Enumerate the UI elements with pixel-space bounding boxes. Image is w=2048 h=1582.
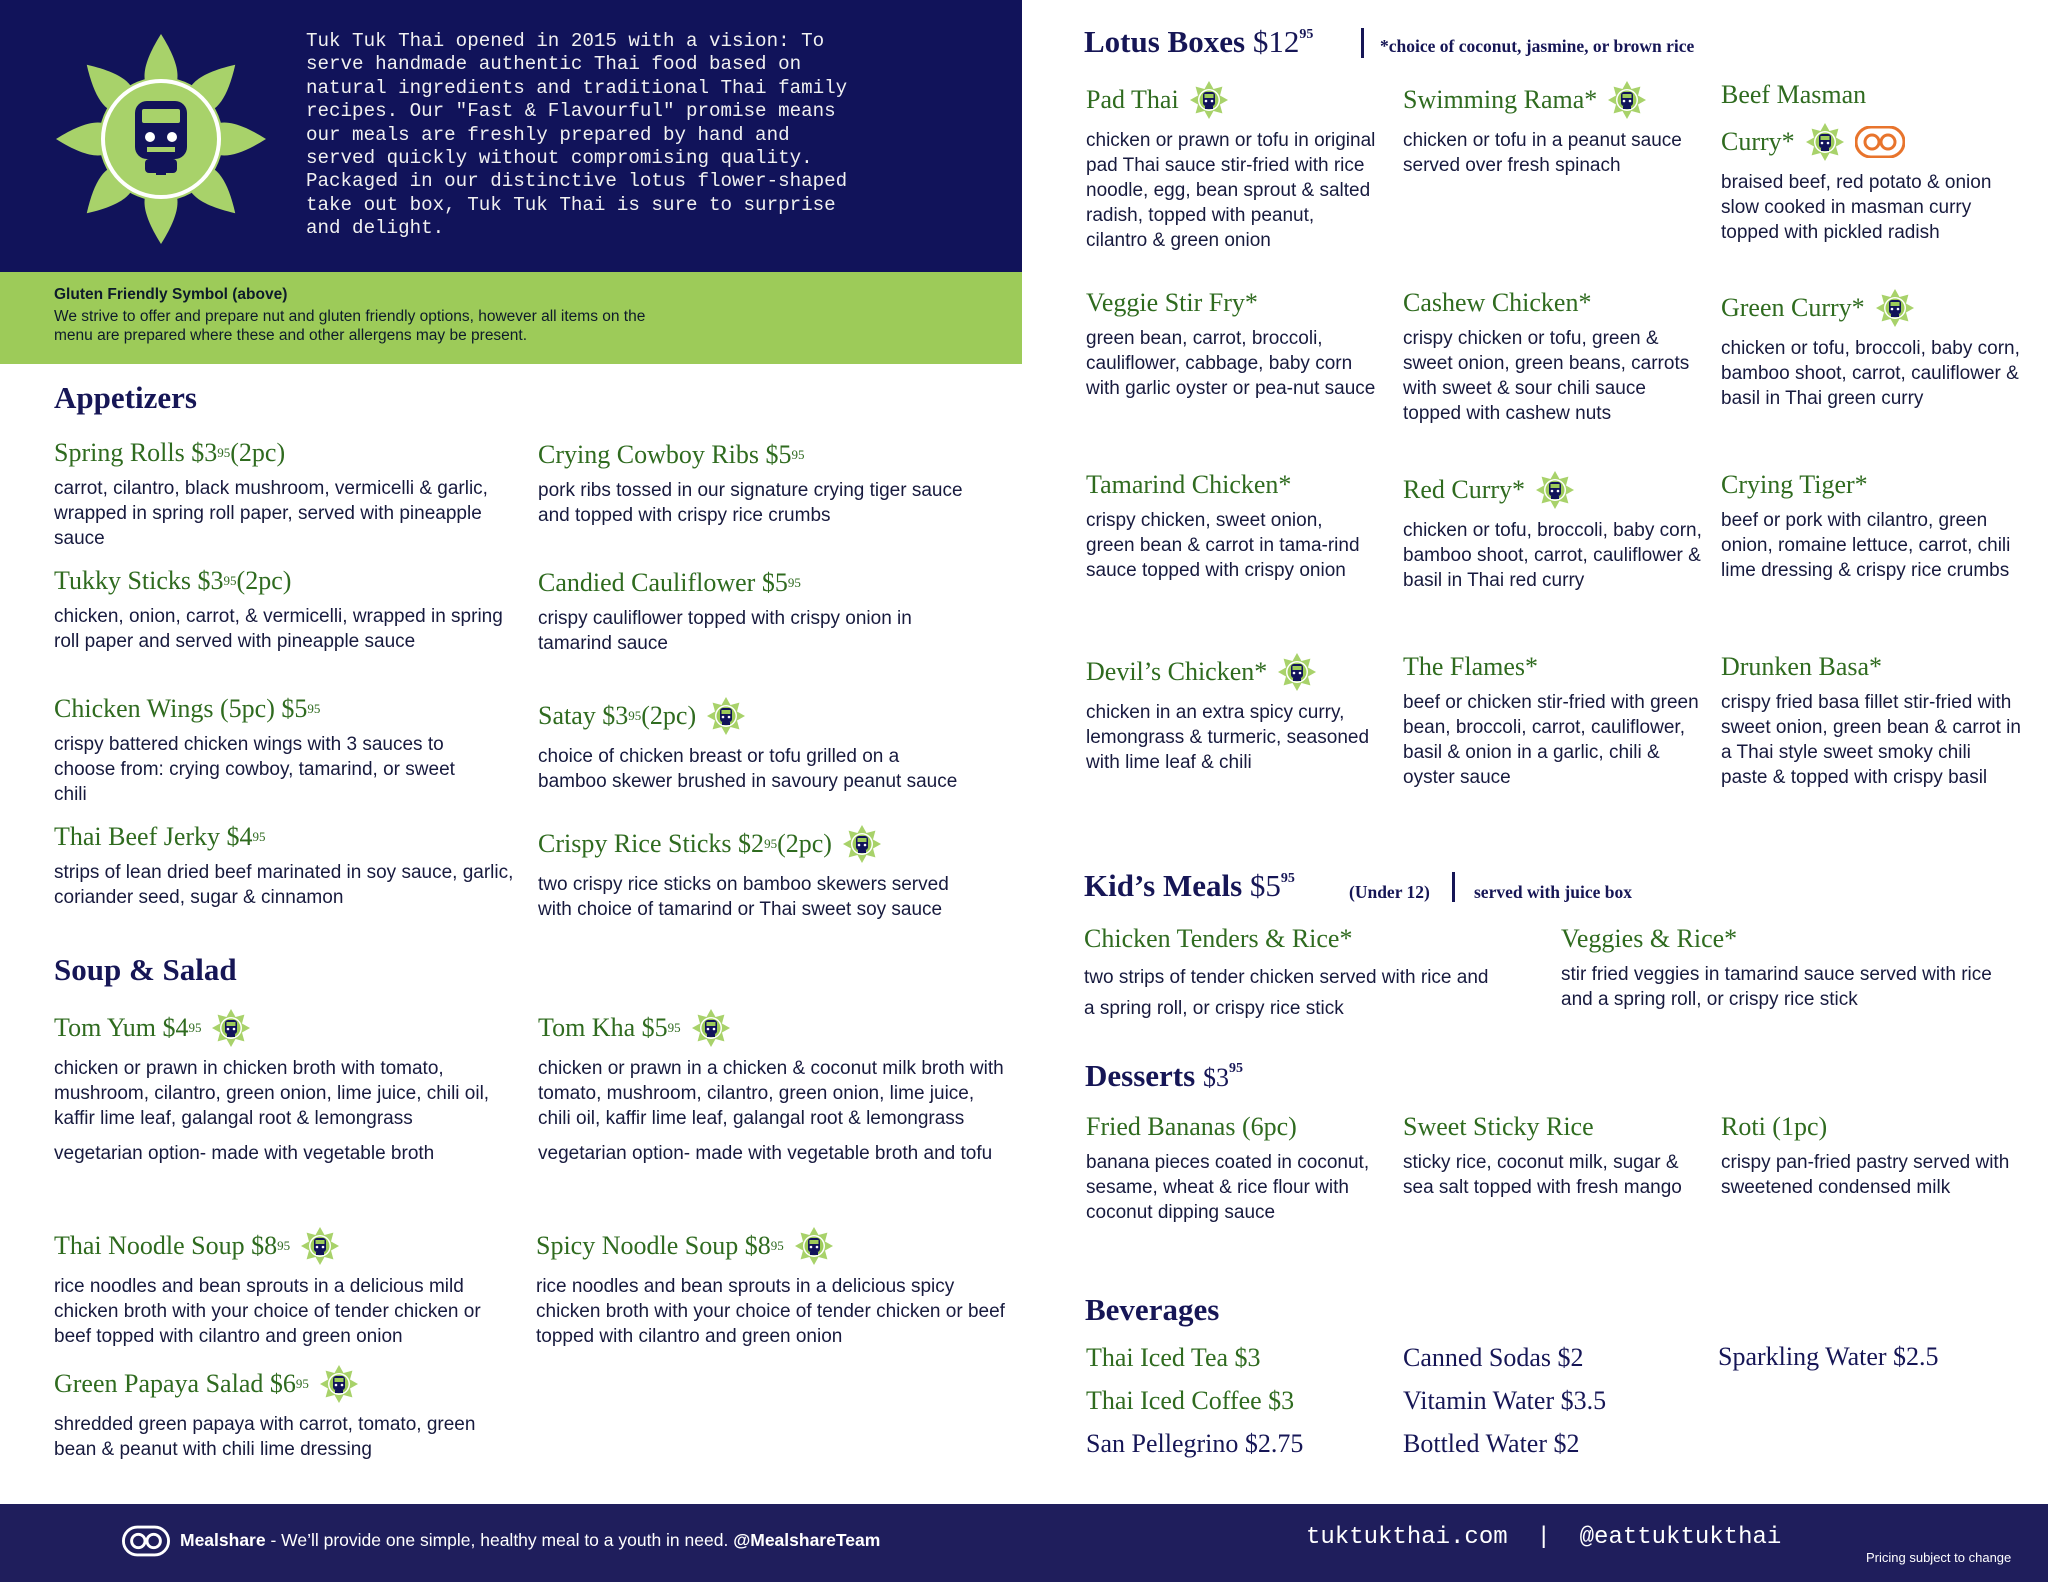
menu-item	[1403, 652, 1703, 790]
item-description: two strips of tender chicken served with rice and a spring roll, or crispy rice stick	[1084, 967, 1489, 1019]
divider	[1361, 28, 1364, 58]
item-description: two crispy rice sticks on bamboo skewers served with choice of tamarind or Thai sweet soy sauce	[538, 874, 949, 920]
gluten-friendly-icon	[1875, 288, 1915, 328]
menu-item	[1721, 652, 2021, 790]
item-note: vegetarian option- made with vegetable broth	[54, 1143, 435, 1164]
menu-item	[1721, 1112, 2021, 1200]
item-description: green bean, carrot, broccoli, cauliflower, cabbage, baby corn with garlic oyster or pea-nut sauce	[1086, 328, 1376, 399]
item-name: Green Curry*	[1721, 288, 2021, 328]
item-name: Satay $3 95 (2pc)	[538, 696, 958, 736]
menu-item	[538, 1008, 1008, 1166]
footer	[0, 1504, 2048, 1582]
menu-item	[1086, 652, 1386, 775]
item-description: rice noodles and bean sprouts in a delicious mild chicken broth with your choice of tender chicken or beef topped with cilantro and green onion	[54, 1276, 481, 1347]
gluten-friendly-icon	[691, 1008, 731, 1048]
item-description: chicken, onion, carrot, & vermicelli, wrapped in spring roll paper and served with pineapple sauce	[54, 606, 503, 652]
gluten-notice	[0, 272, 1022, 364]
mealshare-icon	[1855, 126, 1905, 158]
item-name: Cashew Chicken*	[1403, 288, 1592, 317]
kids-age-note: (Under 12)	[1349, 882, 1430, 902]
menu-item	[54, 438, 504, 551]
item-description: strips of lean dried beef marinated in soy sauce, garlic, coriander seed, sugar & cinnamon	[54, 862, 514, 908]
section-title-appetizers: Appetizers	[54, 380, 197, 415]
menu-item	[54, 1008, 494, 1166]
item-description: chicken or tofu, broccoli, baby corn, bamboo shoot, carrot, cauliflower & basil in Thai green curry	[1721, 338, 2020, 409]
menu-item	[1403, 80, 1693, 178]
item-name: Tukky Sticks $3 95 (2pc)	[54, 566, 292, 595]
item-note: vegetarian option- made with vegetable broth and tofu	[538, 1143, 993, 1164]
item-name: Crispy Rice Sticks $2 95 (2pc)	[538, 824, 958, 864]
item-name: Crying Tiger*	[1721, 470, 1868, 499]
gluten-friendly-icon	[842, 824, 882, 864]
section-title-desserts: Desserts $\$3^{95}$	[1085, 1058, 1243, 1093]
lotus-rice-note: *choice of coconut, jasmine, or brown rice	[1380, 36, 1695, 56]
divider	[1452, 872, 1455, 902]
item-description: chicken or tofu, broccoli, baby corn, bamboo shoot, carrot, cauliflower & basil in Thai red curry	[1403, 520, 1702, 591]
menu-item	[1084, 924, 1504, 1024]
section-title-soup-salad: Soup & Salad	[54, 952, 237, 987]
item-description: beef or chicken stir-fried with green bean, broccoli, carrot, cauliflower, basil & onion in a garlic, chili & oyster sauce	[1403, 692, 1699, 788]
beverage-item: Canned Sodas $2	[1403, 1343, 1584, 1372]
gluten-friendly-icon	[706, 696, 746, 736]
item-name: Fried Bananas (6pc)	[1086, 1112, 1297, 1141]
beverage-item: Sparkling Water $2.5	[1718, 1342, 1939, 1371]
kids-juice-note: served with juice box	[1474, 882, 1632, 902]
gluten-notice-title: Gluten Friendly Symbol (above)	[54, 286, 288, 303]
item-name: Beef Masman	[1721, 80, 1867, 109]
gluten-friendly-icon	[1535, 470, 1575, 510]
menu-item	[1721, 80, 2021, 245]
item-description: chicken or prawn in chicken broth with tomato, mushroom, cilantro, green onion, lime juice, chili oil, kaffir lime leaf, galangal root & lemongrass	[54, 1058, 490, 1129]
item-description: chicken or prawn in a chicken & coconut milk broth with tomato, mushroom, cilantro, green onion, lime juice, chili oil, kaffir lime leaf, galangal root & lemongrass	[538, 1058, 1004, 1129]
gluten-friendly-icon	[300, 1226, 340, 1266]
item-description: crispy fried basa fillet stir-fried with sweet onion, green bean & carrot in a Thai style sweet smoky chili paste & topped with crispy basil	[1721, 692, 2021, 788]
item-description: stir fried veggies in tamarind sauce served with rice and a spring roll, or crispy rice stick	[1561, 964, 1992, 1010]
item-name: Crying Cowboy Ribs $5 95	[538, 440, 805, 469]
menu-item	[1086, 80, 1376, 253]
menu-item	[538, 440, 978, 528]
menu-item	[1403, 288, 1703, 426]
item-description: chicken or prawn or tofu in original pad Thai sauce stir-fried with rice noodle, egg, bean sprout & salted radish, topped with peanut, cilantro & green onion	[1086, 130, 1376, 251]
item-name: Thai Noodle Soup $8 95	[54, 1226, 514, 1266]
item-description: pork ribs tossed in our signature crying tiger sauce and topped with crispy rice crumbs	[538, 480, 963, 526]
gluten-friendly-icon	[319, 1364, 359, 1404]
menu-item	[54, 1364, 494, 1462]
intro-text: Tuk Tuk Thai opened in 2015 with a vision: To serve handmade authentic Thai food based on natural ingredients and traditional Thai family recipes. Our "Fast & Flavourful" promise means our meals are freshly prepared by hand and served quickly without compromising quality. Packaged in our distinctive lotus flower-shaped take out box, Tuk Tuk Thai is sure to surprise and delight.	[306, 30, 848, 240]
tuk-tuk-lotus-logo-icon	[52, 30, 270, 248]
item-name: Tom Kha $5 95	[538, 1008, 1008, 1048]
item-name: Candied Cauliflower $5 95	[538, 568, 801, 597]
gluten-friendly-icon	[1607, 80, 1647, 120]
item-description: crispy battered chicken wings with 3 sauces to choose from: crying cowboy, tamarind, or sweet chili	[54, 734, 455, 805]
beverage-item: Vitamin Water $3.5	[1403, 1386, 1607, 1415]
menu-item	[538, 568, 978, 656]
beverage-item: Thai Iced Coffee $3	[1086, 1386, 1295, 1415]
item-name: Pad Thai	[1086, 80, 1376, 120]
item-name: The Flames*	[1403, 652, 1539, 681]
item-name: Chicken Wings (5pc) $5 95	[54, 694, 321, 723]
menu-item	[1086, 288, 1376, 401]
gluten-friendly-icon	[211, 1008, 251, 1048]
gluten-friendly-icon	[1277, 652, 1317, 692]
menu-item	[1403, 1112, 1703, 1200]
item-name: Tamarind Chicken*	[1086, 470, 1292, 499]
item-name: Spring Rolls $3 95 (2pc)	[54, 438, 286, 467]
item-description: banana pieces coated in coconut, sesame, wheat & rice flour with coconut dipping sauce	[1086, 1152, 1370, 1223]
menu-item	[1086, 1112, 1386, 1225]
item-description: rice noodles and bean sprouts in a delicious spicy chicken broth with your choice of tender chicken or beef topped with cilantro and green onion	[536, 1276, 1005, 1347]
item-name: Green Papaya Salad $6 95	[54, 1364, 494, 1404]
item-description: crispy cauliflower topped with crispy onion in tamarind sauce	[538, 608, 912, 654]
item-name: Thai Beef Jerky $4 95	[54, 822, 266, 851]
gluten-friendly-icon	[1805, 122, 1845, 162]
item-name: Veggies & Rice*	[1561, 924, 1738, 953]
menu-item	[1721, 470, 2021, 583]
item-description: crispy chicken or tofu, green & sweet onion, green beans, carrots with sweet & sour chili sauce topped with cashew nuts	[1403, 328, 1690, 424]
item-description: crispy chicken, sweet onion, green bean & carrot in tama-rind sauce topped with crispy onion	[1086, 510, 1360, 581]
website-and-social[interactable]: tuktukthai.com | @eattuktukthai	[1306, 1524, 1782, 1551]
item-name: Devil’s Chicken*	[1086, 652, 1386, 692]
beverage-item: Thai Iced Tea $3	[1086, 1343, 1261, 1372]
mealshare-logo-icon	[122, 1525, 170, 1557]
menu-item	[538, 696, 958, 794]
menu-item	[54, 822, 514, 910]
intro-block	[0, 0, 1022, 272]
item-name: Spicy Noodle Soup $8 95	[536, 1226, 1016, 1266]
item-description: chicken or tofu in a peanut sauce served over fresh spinach	[1403, 130, 1682, 176]
item-name: Red Curry*	[1403, 470, 1703, 510]
item-name: Sweet Sticky Rice	[1403, 1112, 1594, 1141]
item-description: choice of chicken breast or tofu grilled on a bamboo skewer brushed in savoury peanut sauce	[538, 746, 958, 792]
mealshare-message: Mealshare - We’ll provide one simple, healthy meal to a youth in need. @MealshareTeam	[180, 1530, 881, 1550]
item-name-line2: Curry*	[1721, 122, 2021, 162]
gluten-friendly-icon	[794, 1226, 834, 1266]
beverage-item: Bottled Water $2	[1403, 1429, 1580, 1458]
item-name: Swimming Rama*	[1403, 80, 1693, 120]
menu-item	[1403, 470, 1703, 593]
item-description: crispy pan-fried pastry served with sweetened condensed milk	[1721, 1152, 2010, 1198]
mealshare-handle-link[interactable]: @MealshareTeam	[733, 1530, 881, 1550]
menu-item	[538, 824, 958, 922]
pricing-note: Pricing subject to change	[1866, 1550, 2012, 1565]
menu-item	[1561, 924, 2011, 1012]
item-description: chicken in an extra spicy curry, lemongrass & turmeric, seasoned with lime leaf & chili	[1086, 702, 1370, 773]
beverage-item: San Pellegrino $2.75	[1086, 1429, 1304, 1458]
item-name: Veggie Stir Fry*	[1086, 288, 1258, 317]
menu-item	[54, 566, 504, 654]
menu-item	[1086, 470, 1376, 583]
item-description: braised beef, red potato & onion slow cooked in masman curry topped with pickled radish	[1721, 172, 1992, 243]
menu-item	[536, 1226, 1016, 1349]
item-name: Tom Yum $4 95	[54, 1008, 494, 1048]
section-title-lotus-boxes: Lotus Boxes $\$12^{95}$	[1084, 24, 1314, 59]
item-description: beef or pork with cilantro, green onion, romaine lettuce, carrot, chili lime dressing & crispy rice crumbs	[1721, 510, 2011, 581]
section-title-kids-meals: Kid’s Meals $\$5^{95}$	[1084, 868, 1295, 903]
item-name: Roti (1pc)	[1721, 1112, 1828, 1141]
menu-item	[54, 1226, 514, 1349]
item-description: shredded green papaya with carrot, tomato, green bean & peanut with chili lime dressing	[54, 1414, 476, 1460]
item-name: Drunken Basa*	[1721, 652, 1883, 681]
gluten-notice-body: We strive to offer and prepare nut and gluten friendly options, however all items on the menu are prepared where these and other allergens may be present.	[54, 308, 646, 344]
menu-item	[54, 694, 484, 807]
item-name: Chicken Tenders & Rice*	[1084, 924, 1353, 953]
item-description: carrot, cilantro, black mushroom, vermicelli & garlic, wrapped in spring roll paper, served with pineapple sauce	[54, 478, 488, 549]
menu-item	[1721, 288, 2021, 411]
gluten-friendly-icon	[1189, 80, 1229, 120]
item-description: sticky rice, coconut milk, sugar & sea salt topped with fresh mango	[1403, 1152, 1682, 1198]
section-title-beverages: Beverages	[1085, 1292, 1220, 1327]
